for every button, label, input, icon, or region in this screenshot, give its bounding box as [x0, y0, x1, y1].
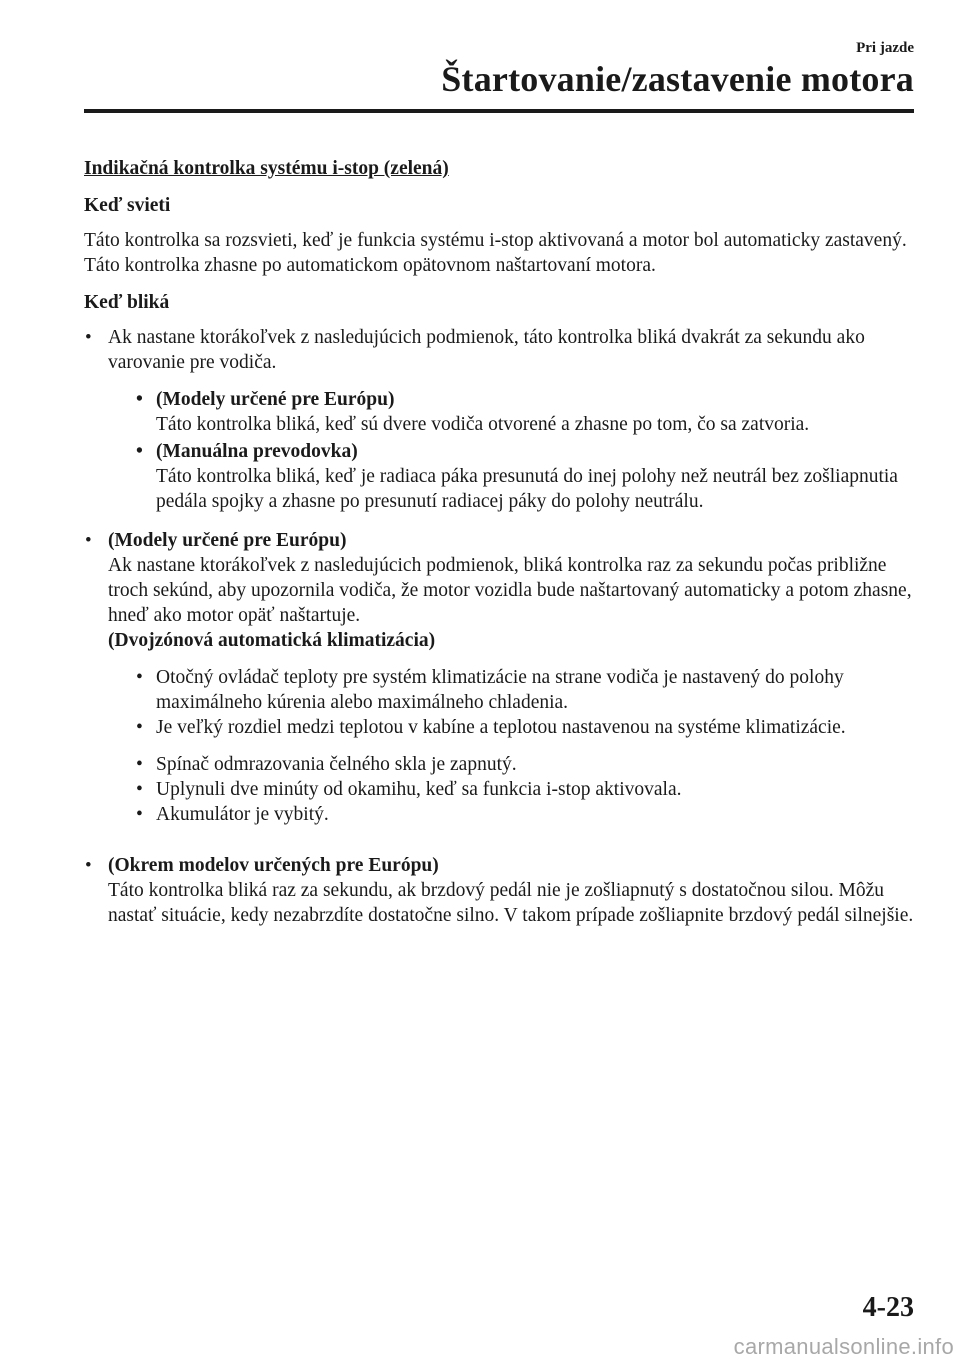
sub2-title: (Manuálna prevodovka)	[156, 441, 358, 462]
item1-text: Ak nastane ktorákoľvek z nasledujúcich podmienok, táto kontrolka bliká dvakrát za sekundu ako varovanie pre vodiča.	[108, 327, 865, 373]
bullet-item-1	[84, 325, 914, 514]
condition-text: Uplynuli dve minúty od okamihu, keď sa funkcia i-stop aktivovala.	[156, 779, 682, 800]
sub-bullet-icon: •	[136, 389, 143, 410]
sub-bullet-icon: •	[136, 441, 143, 462]
condition-text: Spínač odmrazovania čelného skla je zapnutý.	[156, 754, 517, 775]
blink-heading: Keď bliká	[84, 292, 170, 313]
sub-item-europe	[108, 387, 914, 437]
sub-item-manual	[108, 439, 914, 514]
lit-text: Táto kontrolka sa rozsvieti, keď je funkcia systému i-stop aktivovaná a motor bol automaticky zastavený. Táto kontrolka zhasne po automatickom opätovnom naštartovaní motora.	[84, 230, 907, 276]
sub1-title: (Modely určené pre Európu)	[156, 389, 395, 410]
condition-item	[108, 802, 914, 827]
sub-bullet-icon: •	[136, 779, 143, 800]
item3-text: Táto kontrolka bliká raz za sekundu, ak brzdový pedál nie je zošliapnutý s dostatočnou silou. Môžu nastať situácie, kedy nezabrzdíte dostatočne silno. V takom prípade zošliapnite brzdový pedál silnejšie.	[108, 880, 914, 926]
item3-title: (Okrem modelov určených pre Európu)	[108, 855, 439, 876]
section-title: Štartovanie/zastavenie motora	[441, 59, 914, 99]
item2-title: (Modely určené pre Európu)	[108, 530, 347, 551]
condition-text: Akumulátor je vybitý.	[156, 804, 329, 825]
main-content	[84, 156, 914, 928]
page-number: 4-23	[862, 1292, 914, 1323]
indicator-title: Indikačná kontrolka systému i-stop (zelená)	[84, 158, 449, 179]
lit-heading: Keď svieti	[84, 195, 171, 216]
condition-text: Otočný ovládač teploty pre systém klimatizácie na strane vodiča je nastavený do polohy maximálneho kúrenia alebo maximálneho chladenia.	[156, 667, 844, 713]
sub-bullet-icon: •	[136, 804, 143, 825]
header-rule	[84, 109, 914, 113]
condition-item	[108, 752, 914, 777]
watermark: carmanualsonline.info	[733, 1334, 954, 1359]
bullet-item-3	[84, 853, 914, 928]
bullet-dot-icon: •	[85, 530, 92, 551]
bullet-item-2	[84, 528, 914, 827]
condition-item	[108, 665, 914, 715]
sub1-text: Táto kontrolka bliká, keď sú dvere vodiča otvorené a zhasne po tom, čo sa zatvoria.	[156, 414, 810, 435]
bullet-dot-icon: •	[85, 327, 92, 348]
sub2-text: Táto kontrolka bliká, keď je radiaca páka presunutá do inej polohy než neutrál bez zošliapnutia pedála spojky a zhasne po presunutí radiacej páky do polohy neutrálu.	[156, 466, 898, 512]
bullet-dot-icon: •	[85, 855, 92, 876]
sub-bullet-icon: •	[136, 717, 143, 738]
sub-bullet-icon: •	[136, 754, 143, 775]
condition-text: Je veľký rozdiel medzi teplotou v kabíne a teplotou nastavenou na systéme klimatizácie.	[156, 717, 846, 738]
item2-sub-heading: (Dvojzónová automatická klimatizácia)	[108, 630, 436, 651]
condition-item	[108, 777, 914, 802]
condition-item	[108, 715, 914, 740]
item2-text: Ak nastane ktorákoľvek z nasledujúcich podmienok, bliká kontrolka raz za sekundu počas približne troch sekúnd, aby upozornila vodiča, že motor vozidla bude naštartovaný automaticky a potom zhasne, hneď ako motor opäť naštartuje.	[108, 555, 912, 626]
chapter-label: Pri jazde	[856, 40, 914, 56]
sub-bullet-icon: •	[136, 667, 143, 688]
